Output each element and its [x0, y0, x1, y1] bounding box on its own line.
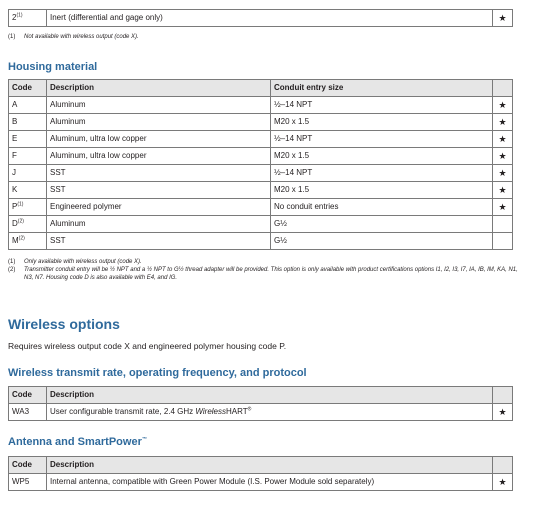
table-row	[9, 10, 513, 27]
code-cell: A	[9, 97, 47, 114]
code-cell: $P^{(1)}$	[9, 199, 47, 216]
star-icon: ★	[493, 10, 513, 27]
description-header: Description	[47, 80, 271, 97]
star-icon: ★	[493, 182, 513, 199]
transmit-table	[8, 386, 513, 421]
antenna-table	[8, 456, 513, 491]
footnote: (1) Only available with wireless output (code X).	[8, 259, 142, 265]
code-header: Code	[9, 457, 47, 474]
description-cell: Aluminum	[47, 97, 271, 114]
footnote: (2) Transmitter conduit entry will be ½ NPT and a ½ NPT to G½ thread adapter will be provided. This option is only available with product certifications options I1, I2, I3, I7, IA, IB, IM, KA, N1, N3, N7. Housing code D is also available with E4, and IG.	[8, 267, 518, 281]
star-icon: ★	[493, 165, 513, 182]
conduit-cell: G½	[271, 216, 493, 233]
code-cell: F	[9, 148, 47, 165]
star-header	[493, 80, 513, 97]
table-row	[9, 131, 513, 148]
code-cell: WP5	[9, 474, 47, 491]
star-icon: ★	[493, 114, 513, 131]
description-cell: Aluminum, ultra low copper	[47, 131, 271, 148]
transmit-heading: Wireless transmit rate, operating frequency, and protocol	[8, 367, 307, 379]
description-cell: SST	[47, 165, 271, 182]
table-row	[9, 216, 513, 233]
star-icon: ★	[493, 474, 513, 491]
star-icon: ★	[493, 148, 513, 165]
housing-table	[8, 79, 513, 250]
table-header-row	[9, 80, 513, 97]
housing-heading: Housing material	[8, 61, 98, 73]
star-header	[493, 457, 513, 474]
table-row	[9, 233, 513, 250]
wireless-intro-text: Requires wireless output code X and engineered polymer housing code P.	[8, 341, 287, 351]
description-header: Description	[47, 387, 493, 404]
table-row	[9, 474, 513, 491]
conduit-cell: ½–14 NPT	[271, 165, 493, 182]
star-icon: ★	[493, 199, 513, 216]
table-row	[9, 165, 513, 182]
code-cell: K	[9, 182, 47, 199]
code-header: Code	[9, 80, 47, 97]
description-cell: Aluminum, ultra low copper	[47, 148, 271, 165]
star-icon: ★	[493, 131, 513, 148]
table-header-row	[9, 387, 513, 404]
code-cell: $M^{(2)}$	[9, 233, 47, 250]
code-cell: $D^{(2)}$	[9, 216, 47, 233]
star-icon: ★	[493, 404, 513, 421]
conduit-cell: No conduit entries	[271, 199, 493, 216]
antenna-heading: Antenna and SmartPower™	[8, 436, 147, 448]
conduit-cell: G½	[271, 233, 493, 250]
code-cell: E	[9, 131, 47, 148]
description-cell: Aluminum	[47, 216, 271, 233]
code-cell: WA3	[9, 404, 47, 421]
table-row	[9, 114, 513, 131]
star-header	[493, 387, 513, 404]
footnote: (1) Not available with wireless output (code X).	[8, 34, 139, 40]
description-cell: SST	[47, 182, 271, 199]
conduit-header: Conduit entry size	[271, 80, 493, 97]
table-row	[9, 199, 513, 216]
wireless-options-heading: Wireless options	[8, 316, 120, 332]
conduit-cell: ½–14 NPT	[271, 131, 493, 148]
conduit-cell: ½–14 NPT	[271, 97, 493, 114]
table-row	[9, 182, 513, 199]
description-cell: Inert (differential and gage only)	[47, 10, 493, 27]
table-header-row	[9, 457, 513, 474]
star-icon: ★	[493, 97, 513, 114]
code-cell: J	[9, 165, 47, 182]
conduit-cell: M20 x 1.5	[271, 182, 493, 199]
description-header: Description	[47, 457, 493, 474]
description-cell: Engineered polymer	[47, 199, 271, 216]
conduit-cell: M20 x 1.5	[271, 148, 493, 165]
conduit-cell: M20 x 1.5	[271, 114, 493, 131]
table-row	[9, 148, 513, 165]
description-cell: Internal antenna, compatible with Green Power Module (I.S. Power Module sold separately)	[47, 474, 493, 491]
code-header: Code	[9, 387, 47, 404]
inert-table	[8, 9, 513, 27]
description-cell: Aluminum	[47, 114, 271, 131]
star-cell	[493, 233, 513, 250]
table-row	[9, 97, 513, 114]
star-cell	[493, 216, 513, 233]
code-cell: 2$^{(1)}$	[9, 10, 47, 27]
table-row	[9, 404, 513, 421]
code-cell: B	[9, 114, 47, 131]
description-cell: SST	[47, 233, 271, 250]
description-cell: User configurable transmit rate, 2.4 GHz WirelessHART®	[47, 404, 493, 421]
